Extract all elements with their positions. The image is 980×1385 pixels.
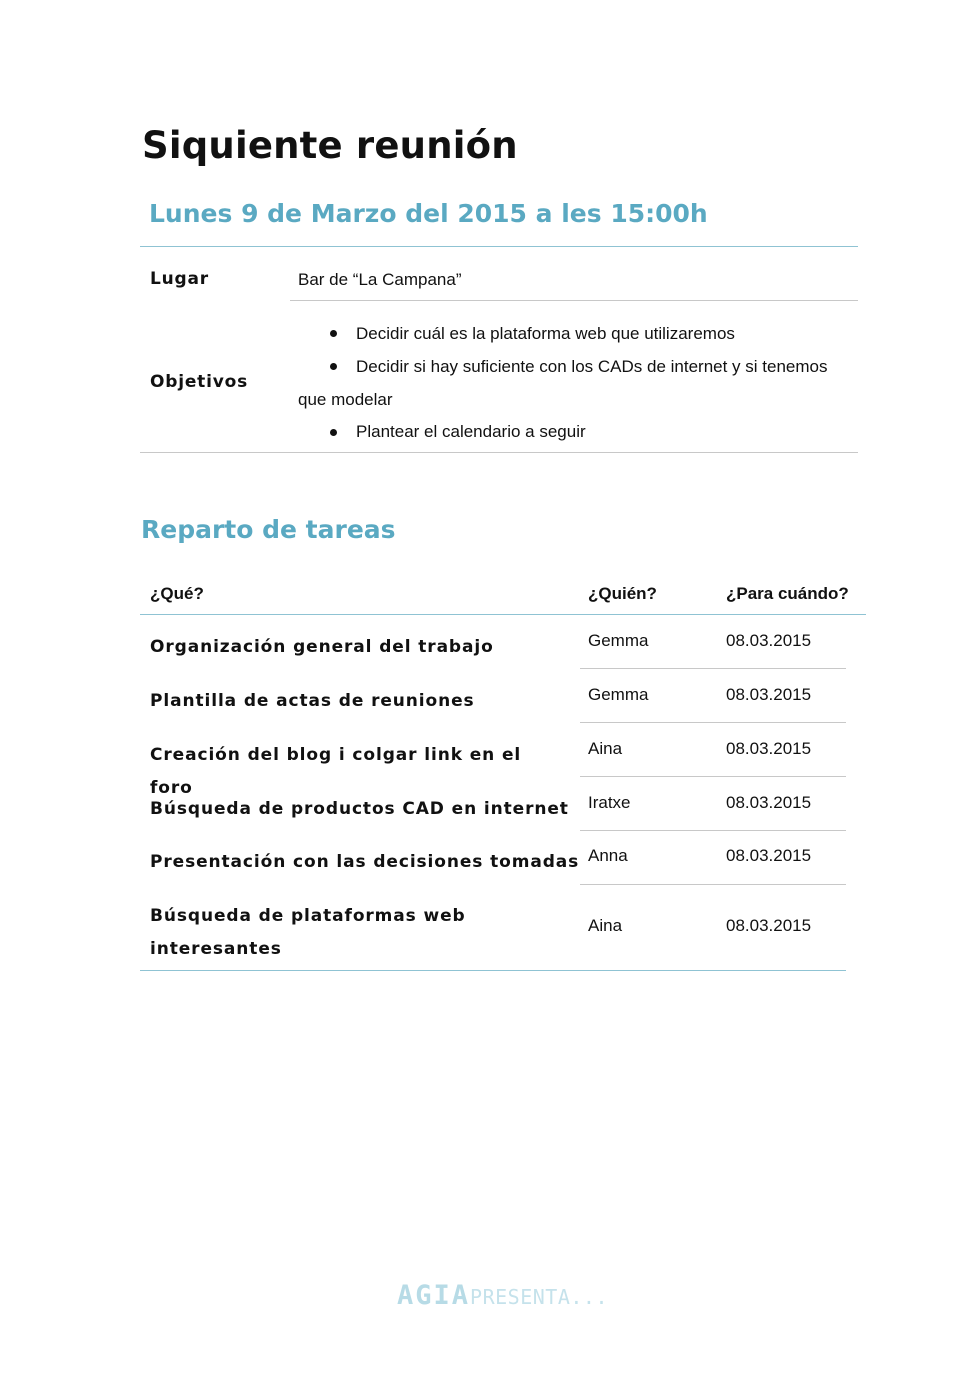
task-due-date: 08.03.2015 [726, 793, 812, 812]
column-header-when: ¿Para cuándo? [726, 584, 849, 603]
lugar-value: Bar de “La Campana” [298, 270, 462, 289]
lugar-label: Lugar [150, 269, 209, 289]
column-header-what: ¿Qué? [150, 584, 204, 603]
objetivos-label: Objetivos [150, 372, 249, 392]
bullet-icon [330, 429, 337, 436]
task-assignee: Iratxe [588, 793, 631, 812]
divider [140, 246, 858, 247]
task-due-date: 08.03.2015 [726, 846, 812, 865]
divider [140, 970, 846, 971]
task-assignee: Gemma [588, 685, 649, 704]
page-title: Siquiente reunión [142, 124, 518, 167]
task-due-date: 08.03.2015 [726, 685, 812, 704]
task-name: Creación del blog i colgar link en el foro [150, 745, 522, 798]
footer-tagline: PRESENTA... [470, 1285, 608, 1309]
footer-logo [397, 1280, 608, 1311]
tasks-section-title: Reparto de tareas [141, 515, 396, 544]
divider [580, 722, 846, 723]
divider [140, 452, 858, 453]
task-name: Organización general del trabajo [150, 637, 494, 657]
divider [140, 614, 866, 615]
task-assignee: Aina [588, 916, 623, 935]
footer-brand: AGIA [397, 1280, 471, 1311]
divider [580, 884, 846, 885]
task-name: Presentación con las decisiones tomadas [150, 852, 580, 872]
objetivo-item: Decidir si hay suficiente con los CADs de internet y si tenemos [356, 357, 828, 376]
bullet-icon [330, 330, 337, 337]
divider [290, 300, 858, 301]
column-header-who: ¿Quién? [588, 584, 657, 603]
divider [580, 776, 846, 777]
task-name: Búsqueda de productos CAD en internet [150, 799, 569, 819]
meeting-datetime: Lunes 9 de Marzo del 2015 a les 15:00h [149, 199, 708, 228]
objetivo-item: Decidir cuál es la plataforma web que utilizaremos [356, 324, 735, 343]
task-due-date: 08.03.2015 [726, 631, 812, 650]
divider [580, 668, 846, 669]
task-name: Plantilla de actas de reuniones [150, 691, 475, 711]
task-assignee: Aina [588, 739, 623, 758]
objetivo-item-continuation: que modelar [298, 390, 393, 409]
bullet-icon [330, 363, 337, 370]
task-due-date: 08.03.2015 [726, 916, 812, 935]
task-assignee: Anna [588, 846, 628, 865]
task-due-date: 08.03.2015 [726, 739, 812, 758]
task-name: Búsqueda de plataformas web interesantes [150, 906, 466, 959]
divider [580, 830, 846, 831]
objetivo-item: Plantear el calendario a seguir [356, 422, 586, 441]
task-assignee: Gemma [588, 631, 649, 650]
